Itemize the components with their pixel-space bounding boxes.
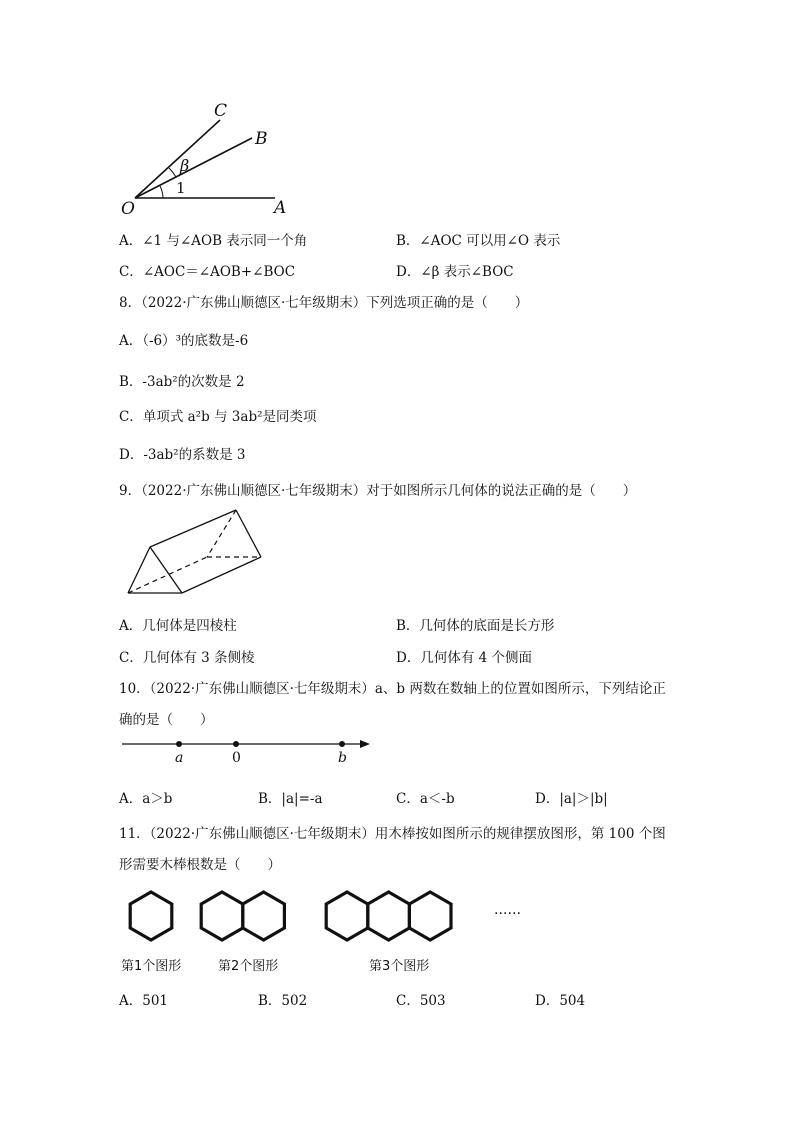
- figure-caption-1: 第1个图形: [121, 959, 182, 974]
- q10-option-a[interactable]: A．a＞b: [119, 791, 173, 807]
- axis-label-b: b: [338, 750, 347, 766]
- q7-option-a[interactable]: A．∠1 与∠AOB 表示同一个角: [119, 233, 308, 249]
- angle-figure: [110, 98, 310, 218]
- q8-option-c[interactable]: C．单项式 a²b 与 3ab²是同类项: [119, 409, 317, 425]
- point-a: [176, 741, 182, 747]
- figure-3: [326, 892, 451, 940]
- q11-option-a[interactable]: A．501: [119, 993, 169, 1009]
- q9-option-a[interactable]: A．几何体是四棱柱: [119, 618, 237, 634]
- q11-option-b[interactable]: B．502: [258, 993, 308, 1009]
- q7-option-c[interactable]: C．∠AOC＝∠AOB+∠BOC: [119, 264, 296, 280]
- q9-option-d[interactable]: D．几何体有 4 个侧面: [396, 650, 532, 666]
- q8-option-a[interactable]: A．（-6）³的底数是-6: [119, 333, 249, 349]
- angle-arc-beta: [169, 168, 176, 177]
- label-o: O: [121, 199, 135, 219]
- q7-option-d[interactable]: D．∠β 表示∠BOC: [396, 264, 514, 280]
- ray-ob: [135, 138, 252, 198]
- figure-2: [201, 892, 284, 940]
- q9-stem: 9．（2022·广东佛山顺德区·七年级期末）对于如图所示几何体的说法正确的是（ ）: [119, 483, 637, 499]
- triangular-prism-figure: [125, 505, 275, 605]
- figure-1: [130, 892, 172, 940]
- label-1: 1: [176, 179, 186, 197]
- figure-caption-2: 第2个图形: [218, 959, 279, 974]
- hexagon-stick-figures: [120, 885, 480, 955]
- q7-option-b[interactable]: B．∠AOC 可以用∠O 表示: [396, 233, 561, 249]
- number-line-figure: [119, 732, 379, 772]
- q10-stem-line1: 10．（2022·广东佛山顺德区·七年级期末）a、b 两数在数轴上的位置如图所示，下列结论正: [119, 681, 666, 697]
- q10-option-d[interactable]: D．|a|＞|b|: [535, 791, 608, 807]
- point-b: [339, 741, 345, 747]
- q10-option-c[interactable]: C．a＜-b: [396, 791, 455, 807]
- q9-option-c[interactable]: C．几何体有 3 条侧棱: [119, 650, 255, 666]
- q8-option-b[interactable]: B．-3ab²的次数是 2: [119, 374, 245, 390]
- label-beta: β: [180, 156, 190, 175]
- q9-option-b[interactable]: B．几何体的底面是长方形: [396, 618, 555, 634]
- q8-stem: 8．（2022·广东佛山顺德区·七年级期末）下列选项正确的是（ ）: [119, 295, 529, 311]
- figure-caption-3: 第3个图形: [369, 959, 430, 974]
- q8-option-d[interactable]: D．-3ab²的系数是 3: [119, 447, 246, 463]
- label-a: A: [274, 198, 287, 218]
- q11-stem-line1: 11．（2022·广东佛山顺德区·七年级期末）用木棒按如图所示的规律摆放图形，第 100 个图: [119, 826, 666, 842]
- q11-option-d[interactable]: D．504: [535, 993, 586, 1009]
- label-b: B: [255, 129, 268, 149]
- axis-label-zero: 0: [232, 750, 241, 766]
- q11-stem-line2: 形需要木棒根数是（ ）: [119, 857, 281, 873]
- q10-option-b[interactable]: B．|a|=-a: [258, 791, 323, 807]
- angle-arc-1: [160, 186, 163, 198]
- q11-option-c[interactable]: C．503: [396, 993, 446, 1009]
- axis-label-a: a: [175, 750, 184, 766]
- point-zero: [233, 741, 239, 747]
- label-c: C: [214, 101, 228, 121]
- q10-stem-line2: 确的是（ ）: [119, 712, 214, 728]
- ellipsis: ……: [494, 902, 521, 918]
